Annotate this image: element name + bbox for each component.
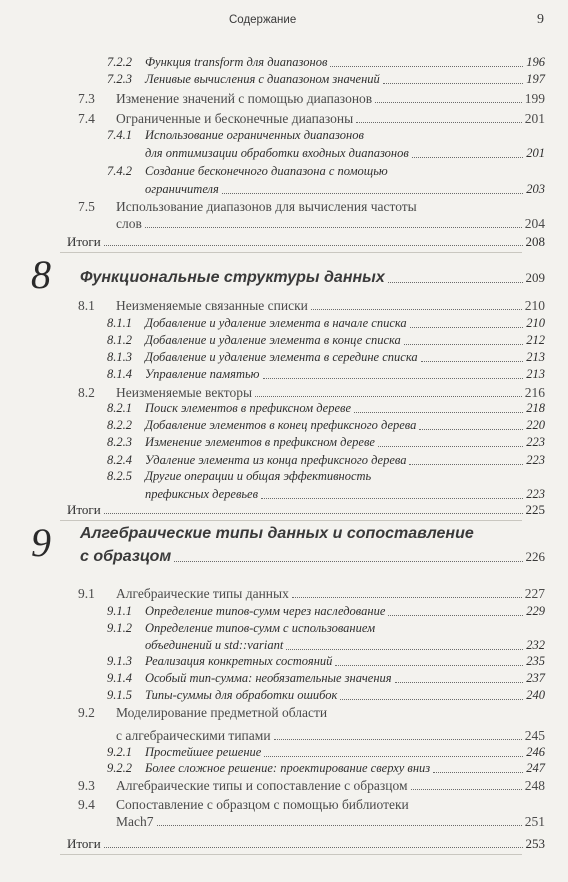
entry-text — [116, 586, 545, 601]
entry-text — [116, 111, 545, 126]
page-ref: 203 — [526, 182, 545, 196]
page-ref: 253 — [525, 836, 545, 851]
entry-title: Использование диапазонов для вычисления частоты — [116, 199, 417, 214]
running-head-title: Содержание — [229, 14, 297, 26]
entry-number: 7.4 — [78, 111, 95, 126]
entry-number: 8.2.2 — [107, 418, 132, 432]
dot-leader — [356, 122, 522, 123]
entry-number: 9.1.3 — [107, 654, 132, 668]
page-ref: 209 — [525, 270, 545, 285]
entry-title: Добавление и удаление элемента в середине списка — [145, 350, 418, 364]
chapter-number: 8 — [31, 252, 51, 297]
entry-title: Функция transform для диапазонов — [145, 55, 328, 69]
entry-title: объединений и std::variant — [145, 638, 284, 652]
entry-number: 7.3 — [78, 91, 95, 106]
page-ref: 201 — [524, 111, 545, 126]
dot-leader — [433, 772, 523, 773]
entry-title: для оптимизации обработки входных диапазонов — [145, 146, 409, 160]
entry-title: Итоги — [67, 836, 101, 851]
page-ref: 218 — [526, 401, 545, 415]
entry-text — [145, 367, 545, 382]
chapter-title-text: Функциональные структуры данных — [80, 269, 385, 286]
entry-number: 7.2.2 — [107, 55, 132, 69]
page-ref: 210 — [524, 298, 545, 313]
entry-title: Добавление и удаление элемента в начале списка — [145, 316, 407, 330]
entry-text — [116, 797, 545, 812]
dot-leader — [286, 649, 523, 650]
entry-title: Управление памятью — [145, 367, 260, 381]
dot-leader — [388, 282, 523, 283]
entry-number: 9.2 — [78, 705, 95, 720]
entry-title: Mach7 — [116, 814, 154, 829]
entry-title: Более сложное решение: проектирование сверху вниз — [145, 761, 431, 775]
entry-number: 9.2.2 — [107, 761, 132, 775]
page-ref: 240 — [526, 688, 545, 702]
entry-number: 9.1.4 — [107, 671, 132, 685]
entry-title: Ограниченные и бесконечные диапазоны — [116, 111, 354, 126]
page-ref: 229 — [526, 604, 545, 618]
entry-text — [67, 836, 545, 851]
page-ref: 223 — [526, 435, 545, 449]
entry-number: 8.1.4 — [107, 367, 132, 381]
dot-leader — [419, 429, 523, 430]
page-ref: 220 — [526, 418, 545, 432]
chapter-title-text: с образцом — [80, 548, 172, 565]
entry-text — [145, 638, 545, 653]
chapter-title-text: Алгебраические типы данных и сопоставление — [80, 525, 474, 542]
entry-title: Добавление и удаление элемента в конце списка — [145, 333, 401, 347]
entry-title: ограничителя — [145, 182, 219, 196]
entry-number: 8.2.5 — [107, 469, 132, 483]
page-ref: 197 — [526, 72, 545, 86]
page-ref: 212 — [526, 333, 545, 347]
dot-leader — [330, 66, 523, 67]
dot-leader — [375, 102, 522, 103]
entry-title: Алгебраические типы данных — [116, 586, 289, 601]
entry-title: Определение типов-сумм с использованием — [145, 621, 376, 635]
page-ref: 208 — [525, 234, 545, 249]
page-ref: 227 — [524, 586, 545, 601]
entry-text — [116, 298, 545, 313]
chapter-number: 9 — [31, 520, 51, 565]
entry-text — [116, 91, 545, 106]
dot-leader — [263, 378, 524, 379]
entry-title: Добавление элементов в конец префиксного дерева — [145, 418, 417, 432]
entry-number: 9.1.1 — [107, 604, 132, 618]
entry-title: Другие операции и общая эффективность — [145, 469, 372, 483]
dot-leader — [410, 327, 524, 328]
entry-number: 9.3 — [78, 778, 95, 793]
dot-leader — [261, 498, 523, 499]
section-divider — [60, 520, 522, 521]
entry-number: 8.2 — [78, 385, 95, 400]
page-ref: 204 — [524, 216, 545, 231]
entry-text — [145, 654, 545, 669]
dot-leader — [388, 615, 523, 616]
entry-number: 8.2.1 — [107, 401, 132, 415]
entry-number: 9.2.1 — [107, 745, 132, 759]
page-ref: 223 — [526, 487, 545, 501]
dot-leader — [412, 157, 523, 158]
entry-text — [145, 671, 545, 686]
entry-title: Итоги — [67, 502, 101, 517]
entry-title: Сопоставление с образцом с помощью библиотеки — [116, 797, 409, 812]
entry-title: Удаление элемента из конца префиксного дерева — [145, 453, 407, 467]
dot-leader — [411, 789, 522, 790]
entry-title: Ленивые вычисления с диапазоном значений — [145, 72, 380, 86]
dot-leader — [421, 361, 524, 362]
entry-title: слов — [116, 216, 142, 231]
entry-title: Особый тип-сумма: необязательные значения — [145, 671, 392, 685]
entry-text — [116, 385, 545, 400]
entry-text — [145, 401, 545, 416]
dot-leader — [174, 561, 522, 562]
entry-title: Алгебраические типы и сопоставление с образцом — [116, 778, 408, 793]
dot-leader — [340, 699, 523, 700]
section-divider — [60, 854, 522, 855]
page-ref: 216 — [524, 385, 545, 400]
entry-text — [145, 146, 545, 161]
page-ref: 210 — [526, 316, 545, 330]
entry-number: 7.4.1 — [107, 128, 132, 142]
entry-title: Моделирование предметной области — [116, 705, 328, 720]
dot-leader — [354, 412, 523, 413]
entry-title: Реализация конкретных состояний — [145, 654, 333, 668]
page-number: 9 — [537, 12, 544, 27]
dot-leader — [395, 682, 524, 683]
page-ref: 232 — [526, 638, 545, 652]
entry-text — [67, 234, 545, 249]
dot-leader — [104, 245, 523, 246]
entry-text — [145, 55, 545, 70]
dot-leader — [222, 193, 523, 194]
entry-text — [145, 128, 545, 143]
entry-title: Итоги — [67, 234, 101, 249]
entry-text — [145, 164, 545, 179]
dot-leader — [157, 825, 522, 826]
entry-text — [145, 469, 545, 484]
dot-leader — [255, 396, 522, 397]
dot-leader — [274, 739, 522, 740]
dot-leader — [404, 344, 523, 345]
entry-title: с алгебраическими типами — [116, 728, 271, 743]
page-ref: 248 — [524, 778, 545, 793]
dot-leader — [145, 227, 522, 228]
page-ref: 245 — [524, 728, 545, 743]
entry-number: 9.1.2 — [107, 621, 132, 635]
entry-text — [145, 333, 545, 348]
dot-leader — [383, 83, 523, 84]
entry-title: Неизменяемые векторы — [116, 385, 253, 400]
page-ref: 237 — [526, 671, 545, 685]
dot-leader — [311, 309, 522, 310]
entry-number: 9.4 — [78, 797, 95, 812]
dot-leader — [104, 847, 523, 848]
page-ref: 235 — [526, 654, 545, 668]
entry-text — [116, 778, 545, 793]
entry-text — [116, 705, 545, 720]
entry-title: Поиск элементов в префиксном дереве — [145, 401, 352, 415]
entry-text — [145, 72, 545, 87]
dot-leader — [292, 597, 522, 598]
entry-text — [145, 418, 545, 433]
entry-text — [145, 435, 545, 450]
entry-title: Создание бесконечного диапазона с помощью — [145, 164, 388, 178]
entry-title: Определение типов-сумм через наследование — [145, 604, 386, 618]
page-ref: 199 — [524, 91, 545, 106]
entry-number: 8.2.3 — [107, 435, 132, 449]
entry-text — [145, 688, 545, 703]
dot-leader — [378, 446, 523, 447]
dot-leader — [409, 464, 523, 465]
entry-text — [145, 316, 545, 331]
entry-title: префиксных деревьев — [145, 487, 259, 501]
section-divider — [60, 252, 522, 253]
chapter-title — [80, 268, 545, 287]
entry-text — [145, 182, 545, 197]
entry-title: Типы-суммы для обработки ошибок — [145, 688, 338, 702]
entry-text — [116, 199, 545, 214]
page-ref: 247 — [526, 761, 545, 775]
page-ref: 201 — [526, 146, 545, 160]
entry-number: 7.5 — [78, 199, 95, 214]
chapter-title — [80, 524, 545, 543]
chapter-title — [80, 547, 545, 566]
entry-text — [145, 745, 545, 760]
entry-number: 8.1.1 — [107, 316, 132, 330]
dot-leader — [335, 665, 523, 666]
entry-text — [145, 487, 545, 502]
entry-number: 7.2.3 — [107, 72, 132, 86]
page-ref: 225 — [525, 502, 545, 517]
entry-text — [145, 604, 545, 619]
entry-text — [145, 350, 545, 365]
page-ref: 226 — [525, 549, 545, 564]
page-ref: 223 — [526, 453, 545, 467]
entry-title: Простейшее решение — [145, 745, 262, 759]
page-ref: 213 — [526, 350, 545, 364]
page-ref: 246 — [526, 745, 545, 759]
entry-text — [116, 728, 545, 743]
entry-title: Неизменяемые связанные списки — [116, 298, 308, 313]
entry-number: 8.2.4 — [107, 453, 132, 467]
entry-title: Изменение элементов в префиксном дереве — [145, 435, 375, 449]
entry-text — [145, 621, 545, 636]
entry-number: 8.1.3 — [107, 350, 132, 364]
entry-title: Использование ограниченных диапазонов — [145, 128, 364, 142]
dot-leader — [264, 756, 523, 757]
entry-number: 9.1.5 — [107, 688, 132, 702]
entry-number: 7.4.2 — [107, 164, 132, 178]
entry-text — [145, 761, 545, 776]
entry-text — [116, 216, 545, 231]
entry-number: 8.1 — [78, 298, 95, 313]
page-ref: 196 — [526, 55, 545, 69]
entry-text — [116, 814, 545, 829]
entry-title: Изменение значений с помощью диапазонов — [116, 91, 373, 106]
entry-number: 9.1 — [78, 586, 95, 601]
entry-number: 8.1.2 — [107, 333, 132, 347]
entry-text — [145, 453, 545, 468]
page-ref: 213 — [526, 367, 545, 381]
running-head — [0, 12, 568, 34]
dot-leader — [104, 513, 523, 514]
page-ref: 251 — [524, 814, 545, 829]
entry-text — [67, 502, 545, 517]
